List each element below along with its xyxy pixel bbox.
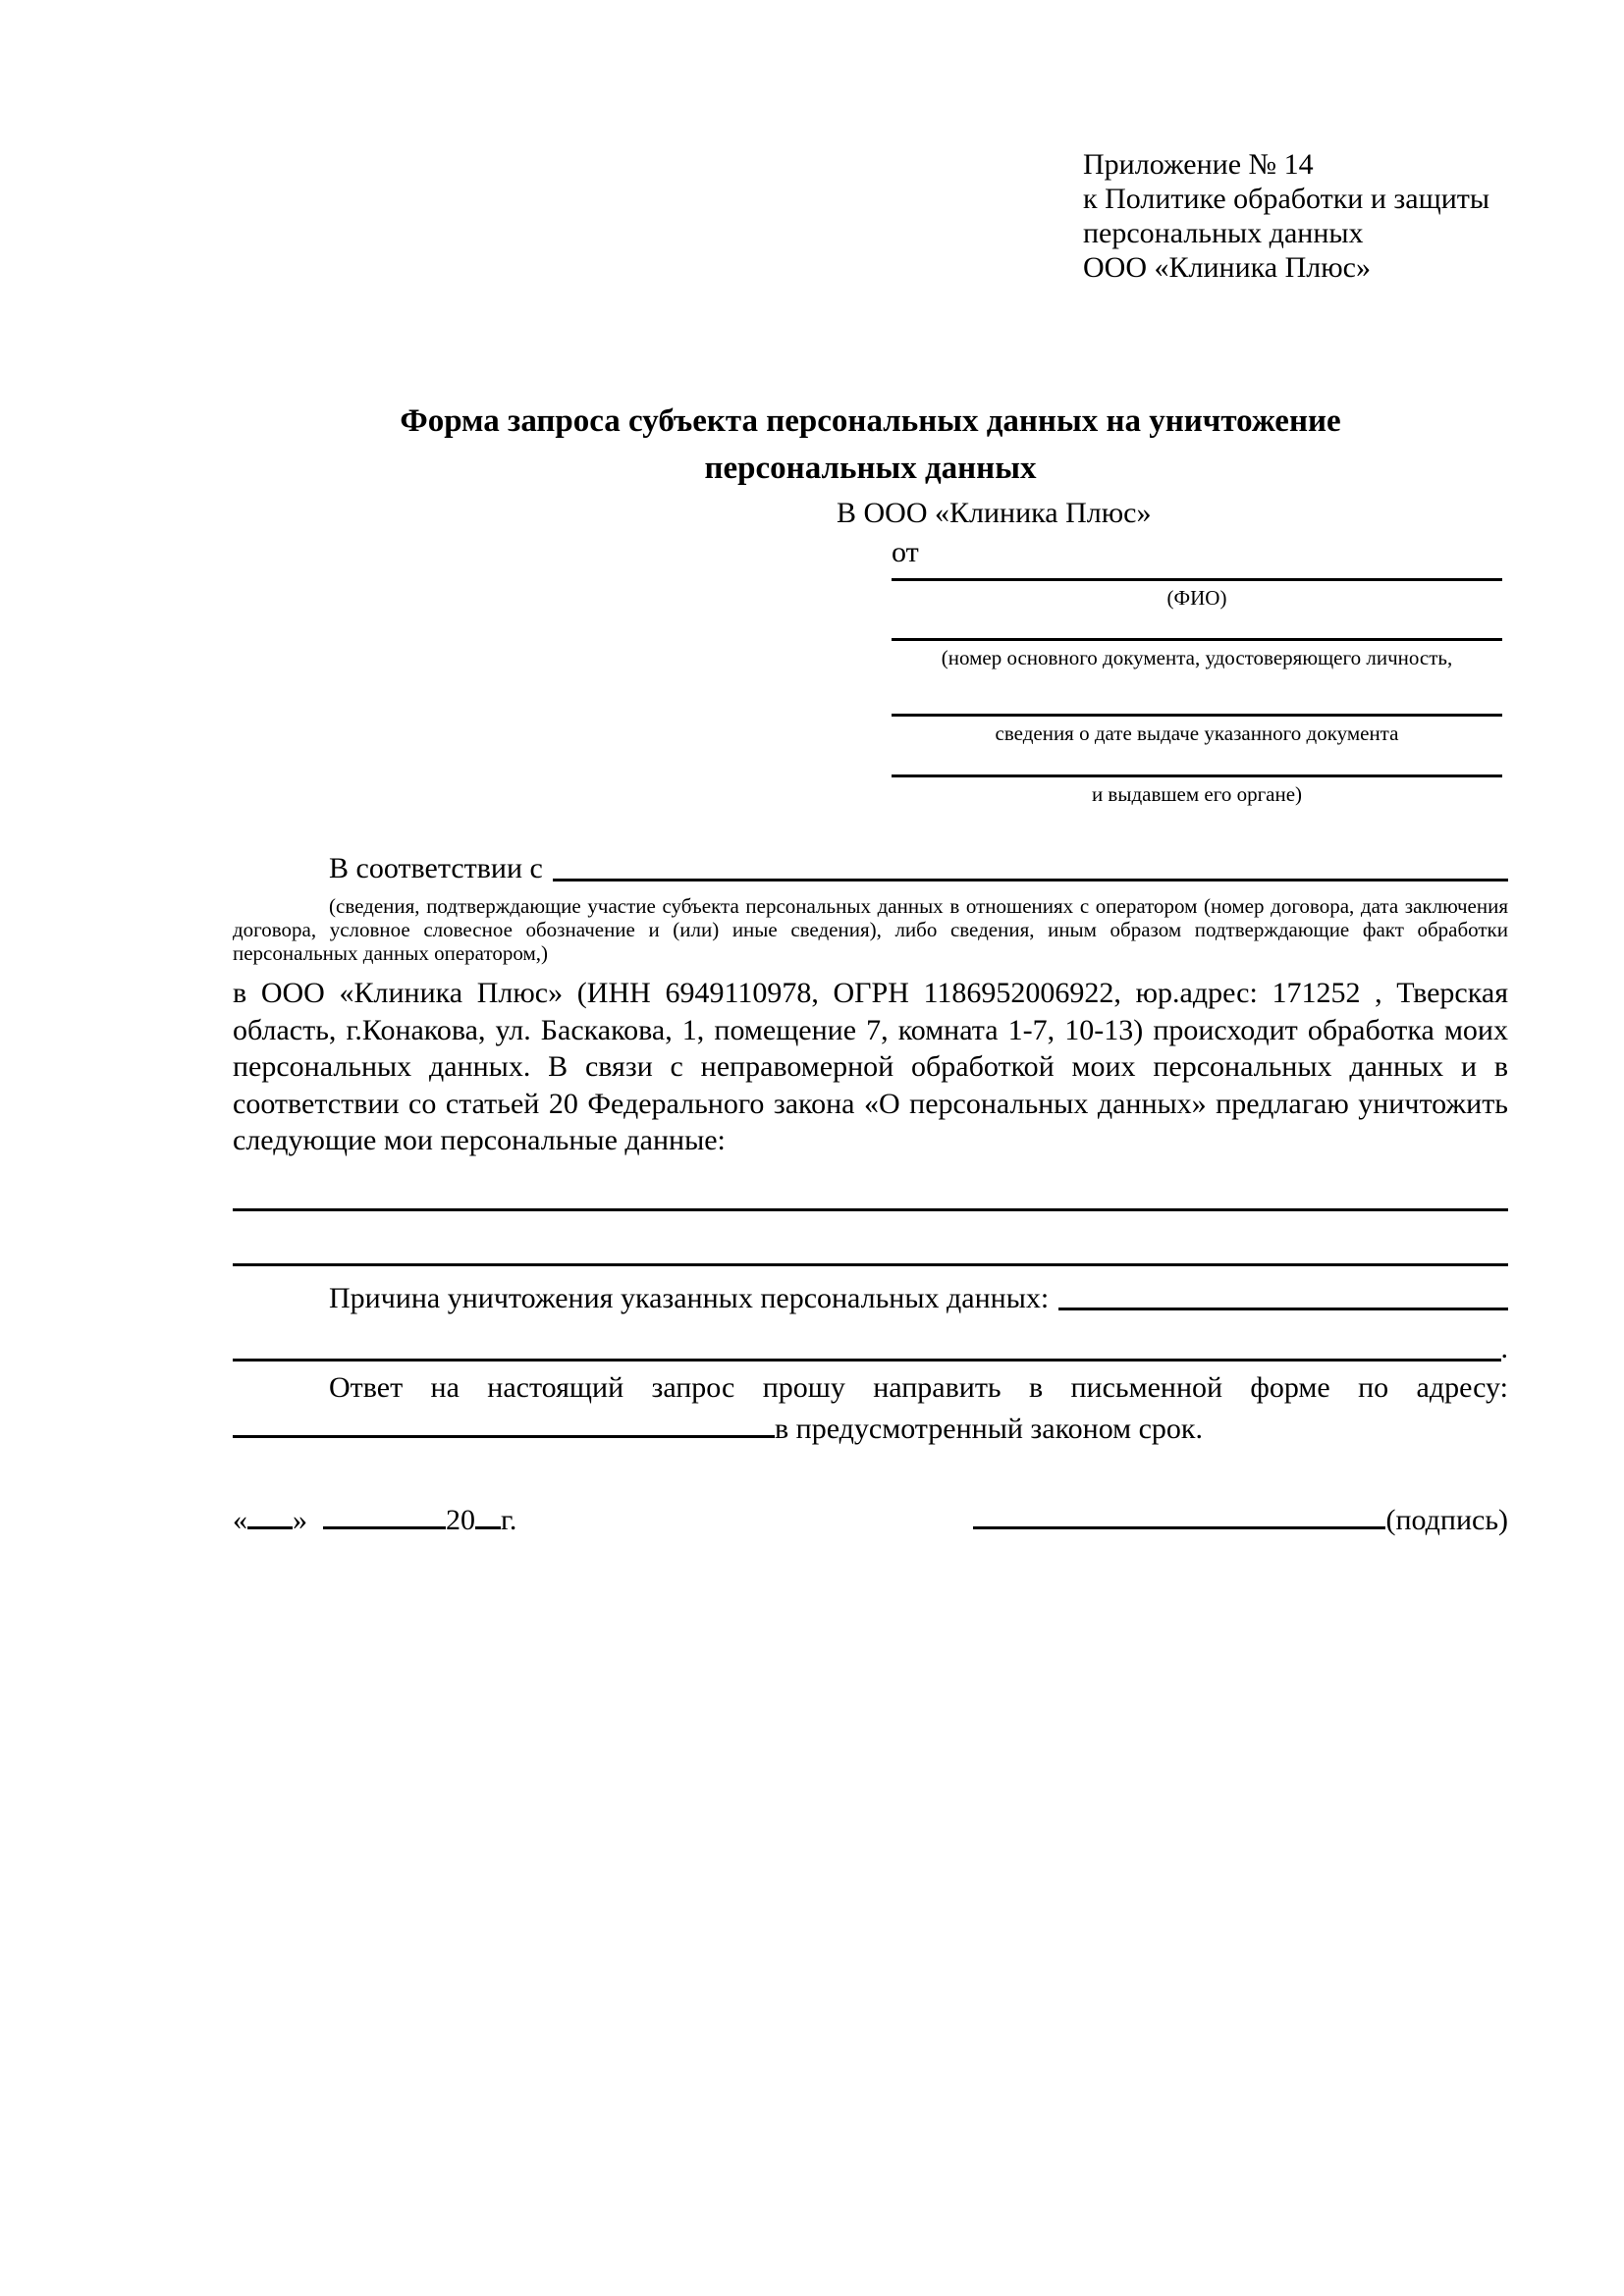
header-line-appendix: Приложение № 14 bbox=[1083, 148, 1314, 181]
signature-field bbox=[973, 1497, 1508, 1539]
document-header bbox=[1083, 147, 1508, 285]
title-line-1: Форма запроса субъекта персональных данных на уничтожение bbox=[400, 403, 1341, 439]
date-field bbox=[233, 1497, 516, 1539]
document-title bbox=[233, 398, 1508, 492]
date-signature-row bbox=[233, 1497, 1508, 1539]
title-line-2: персональных данных bbox=[704, 451, 1037, 486]
date-year-blank bbox=[475, 1497, 501, 1529]
accordance-blank-line bbox=[553, 879, 1508, 881]
reason-blank-line bbox=[1058, 1308, 1508, 1310]
accordance-lead: В соответствии с bbox=[329, 852, 543, 884]
data-blank-line-1 bbox=[233, 1208, 1508, 1211]
doc-number-blank-line bbox=[892, 638, 1502, 641]
issue-date-label: сведения о дате выдаче указанного документа bbox=[995, 721, 1399, 745]
issue-date-blank-line bbox=[892, 714, 1502, 717]
accordance-note: (сведения, подтверждающие участие субъекта персональных данных в отношениях с оператором (номер договора, дата заключения договора, условное словесное обозначение и (или) иные сведения), либо сведения, иным образом подтверждающие факт обработки персональных данных оператором,) bbox=[233, 894, 1508, 965]
signature-blank-line bbox=[973, 1497, 1385, 1529]
address-blank-line bbox=[233, 1406, 775, 1438]
header-line-personal-data: персональных данных bbox=[1083, 217, 1364, 249]
date-year-suffix: г. bbox=[501, 1503, 517, 1536]
fio-label: (ФИО) bbox=[1166, 586, 1227, 610]
data-blank-line-2 bbox=[233, 1263, 1508, 1266]
signature-label: (подпись) bbox=[1385, 1503, 1508, 1536]
reason-label: Причина уничтожения указанных персональных данных: bbox=[329, 1281, 1050, 1314]
reason-blank-line-2 bbox=[233, 1359, 1501, 1362]
doc-number-label: (номер основного документа, удостоверяющего личность, bbox=[941, 646, 1453, 669]
date-month-blank bbox=[323, 1497, 446, 1529]
identity-fields bbox=[892, 578, 1502, 807]
reply-tail: в предусмотренный законом срок. bbox=[775, 1413, 1203, 1445]
date-day-blank bbox=[247, 1497, 293, 1529]
accordance-row bbox=[233, 850, 1508, 887]
reason-continuation-row bbox=[233, 1330, 1508, 1367]
date-close-quote: » bbox=[293, 1503, 307, 1536]
body-paragraph: в ООО «Клиника Плюс» (ИНН 6949110978, ОГРН 1186952006922, юр.адрес: 171252 , Тверская область, г.Конакова, ул. Баскакова, 1, помещение 7, комната 1-7, 10-13) происходит обработка моих персональных данных. В связи с неправомерной обработкой моих персональных данных и в соответствии со статьей 20 Федерального закона «О персональных данных» предлагаю уничтожить следующие мои персональные данные: bbox=[233, 977, 1508, 1156]
fio-blank-line bbox=[892, 578, 1502, 581]
reason-row bbox=[233, 1280, 1508, 1317]
date-open-quote: « bbox=[233, 1503, 247, 1536]
date-century: 20 bbox=[446, 1503, 475, 1536]
header-line-policy: к Политике обработки и защиты bbox=[1083, 183, 1490, 215]
addressee-from-label: от bbox=[892, 536, 919, 568]
header-line-organization: ООО «Клиника Плюс» bbox=[1083, 251, 1371, 284]
reason-period: . bbox=[1500, 1332, 1508, 1364]
issue-organ-blank-line bbox=[892, 774, 1502, 777]
addressee-organization: В ООО «Клиника Плюс» bbox=[837, 497, 1152, 529]
reply-sentence: Ответ на настоящий запрос прошу направить в письменной форме по адресу: bbox=[329, 1370, 1508, 1404]
issue-organ-label: и выдавшем его органе) bbox=[1091, 782, 1303, 806]
reply-address-row bbox=[233, 1406, 1508, 1448]
